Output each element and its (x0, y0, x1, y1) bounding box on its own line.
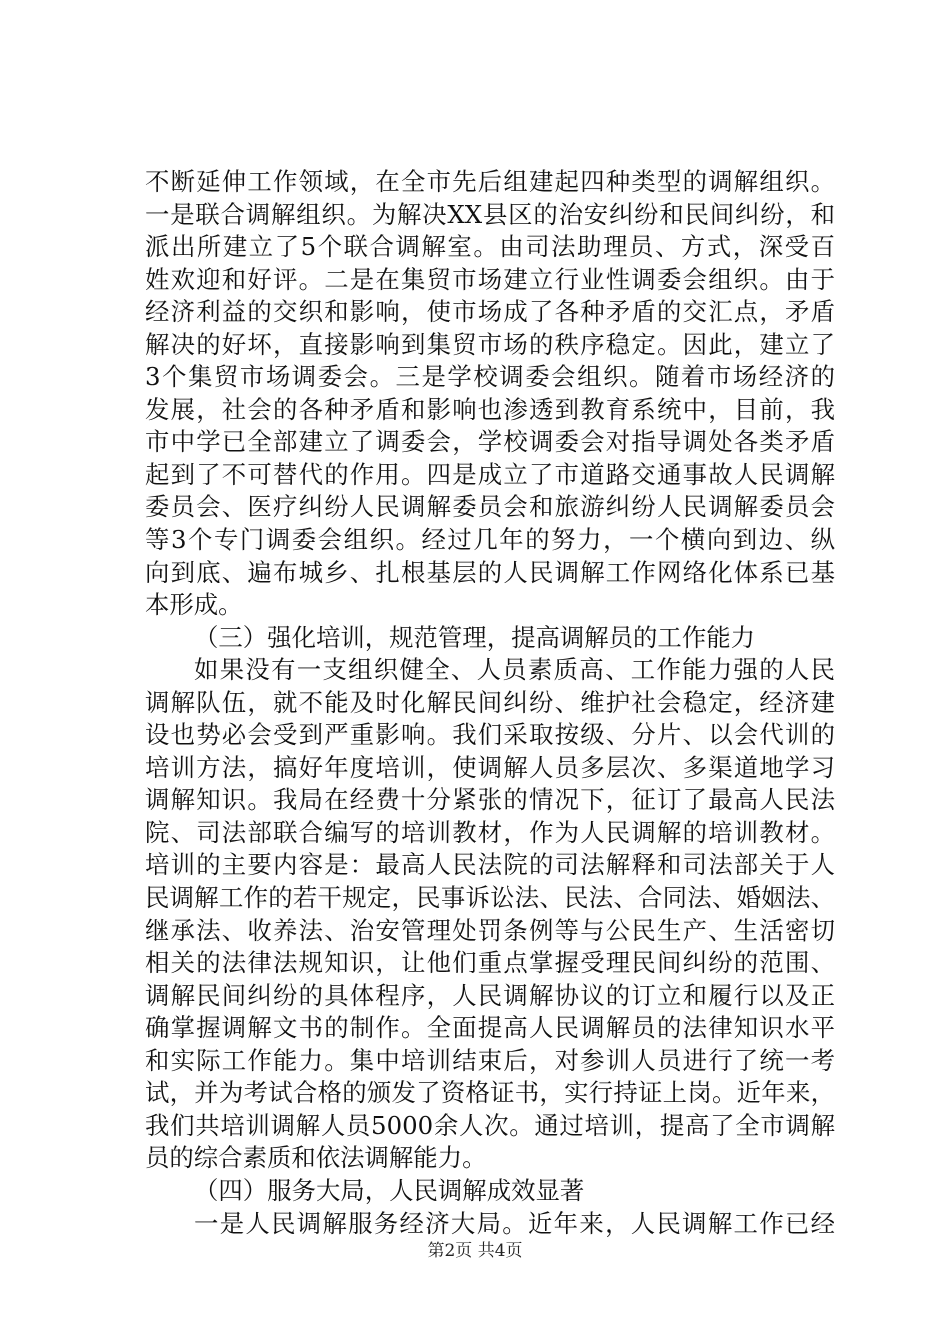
text-line: 培训方法，搞好年度培训，使调解人员多层次、多渠道地学习 (145, 752, 835, 782)
text-line: （四）服务大局，人民调解成效显著 (194, 1175, 585, 1205)
text-line: 院、司法部联合编写的培训教材，作为人民调解的培训教材。 (145, 817, 835, 847)
document-body (145, 166, 835, 1240)
text-line: 起到了不可替代的作用。四是成立了市道路交通事故人民调解 (145, 459, 835, 489)
text-line: 调解队伍，就不能及时化解民间纠纷、维护社会稳定，经济建 (145, 687, 835, 717)
page-number-label: 第2页 共4页 (427, 1241, 523, 1261)
text-line: 发展，社会的各种矛盾和影响也渗透到教育系统中，目前，我 (145, 394, 835, 424)
text-line: 一是人民调解服务经济大局。近年来，人民调解工作已经 (194, 1208, 835, 1238)
text-line: 本形成。 (145, 590, 243, 620)
text-line: 继承法、收养法、治安管理处罚条例等与公民生产、生活密切 (145, 915, 835, 945)
text-line: 派出所建立了5个联合调解室。由司法助理员、方式，深受百 (145, 232, 835, 262)
text-line: 等3个专门调委会组织。经过几年的努力，一个横向到边、纵 (145, 525, 835, 555)
text-line: 经济利益的交织和影响，使市场成了各种矛盾的交汇点，矛盾 (145, 297, 835, 327)
text-line: 解决的好坏，直接影响到集贸市场的秩序稳定。因此，建立了 (145, 329, 835, 359)
text-line: （三）强化培训，规范管理，提高调解员的工作能力 (194, 622, 755, 652)
text-line: 培训的主要内容是：最高人民法院的司法解释和司法部关于人 (145, 850, 835, 880)
text-line: 调解民间纠纷的具体程序，人民调解协议的订立和履行以及正 (145, 980, 835, 1010)
text-line: 员的综合素质和依法调解能力。 (145, 1143, 487, 1173)
text-line: 如果没有一支组织健全、人员素质高、工作能力强的人民 (194, 655, 835, 685)
text-line: 委员会、医疗纠纷人民调解委员会和旅游纠纷人民调解委员会 (145, 492, 835, 522)
text-line: 和实际工作能力。集中培训结束后，对参训人员进行了统一考 (145, 1045, 835, 1075)
text-line: 市中学已全部建立了调委会，学校调委会对指导调处各类矛盾 (145, 427, 835, 457)
text-line: 设也势必会受到严重影响。我们采取按级、分片、以会代训的 (145, 720, 835, 750)
text-line: 不断延伸工作领域，在全市先后组建起四种类型的调解组织。 (145, 167, 835, 196)
text-line: 民调解工作的若干规定，民事诉讼法、民法、合同法、婚姻法、 (145, 883, 835, 913)
text-line: 试，并为考试合格的颁发了资格证书，实行持证上岗。近年来， (145, 1078, 835, 1108)
text-line: 我们共培训调解人员5000余人次。通过培训，提高了全市调解 (145, 1110, 835, 1140)
text-line: 相关的法律法规知识，让他们重点掌握受理民间纠纷的范围、 (145, 948, 835, 978)
page-footer (0, 1240, 950, 1262)
text-line: 调解知识。我局在经费十分紧张的情况下，征订了最高人民法 (145, 785, 835, 815)
text-line: 3个集贸市场调委会。三是学校调委会组织。随着市场经济的 (145, 362, 835, 392)
text-line: 确掌握调解文书的制作。全面提高人民调解员的法律知识水平 (145, 1013, 835, 1043)
text-line: 一是联合调解组织。为解决XX县区的治安纠纷和民间纠纷，和 (145, 199, 835, 229)
text-line: 姓欢迎和好评。二是在集贸市场建立行业性调委会组织。由于 (145, 264, 835, 294)
text-line: 向到底、遍布城乡、扎根基层的人民调解工作网络化体系已基 (145, 557, 835, 587)
